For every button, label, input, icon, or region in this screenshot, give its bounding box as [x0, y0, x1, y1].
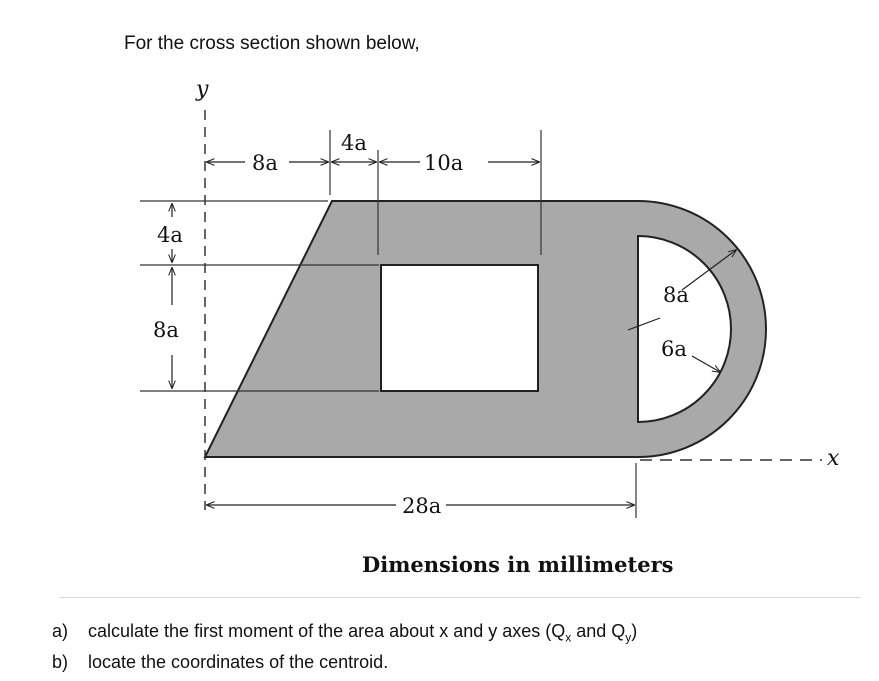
dim-top-10a: 10a [424, 151, 464, 175]
question-b-label: b) [52, 651, 69, 672]
question-a-text-mid: and Q [571, 621, 626, 641]
dim-left-8a: 8a [153, 318, 179, 342]
dim-top-4a: 4a [341, 131, 367, 155]
question-a [52, 619, 637, 650]
question-a-sub-x: x [565, 630, 572, 645]
dim-left-4a: 4a [157, 223, 183, 247]
question-a-text-before: calculate the first moment of the area about x and y axes (Q [88, 621, 566, 641]
y-axis-label: y [196, 77, 209, 102]
dim-radius-6a: 6a [661, 337, 687, 361]
dim-top-8a: 8a [252, 151, 278, 175]
question-a-label: a) [52, 621, 69, 641]
x-axis-label: x [827, 446, 840, 471]
cross-section-shape [205, 201, 766, 457]
question-b [52, 650, 637, 674]
dim-radius-8a: 8a [663, 283, 689, 307]
units-caption: Dimensions in millimeters [362, 552, 674, 577]
dim-bottom-28a: 28a [402, 494, 442, 518]
question-list [52, 619, 637, 674]
question-a-text [88, 619, 637, 650]
dim-radius-6a-line [692, 356, 720, 372]
intro-text: For the cross section shown below, [124, 33, 420, 54]
divider [60, 597, 860, 598]
question-a-sub-y: y [625, 630, 632, 645]
question-a-text-after: ) [631, 621, 638, 641]
question-b-text: locate the coordinates of the centroid. [88, 651, 389, 672]
